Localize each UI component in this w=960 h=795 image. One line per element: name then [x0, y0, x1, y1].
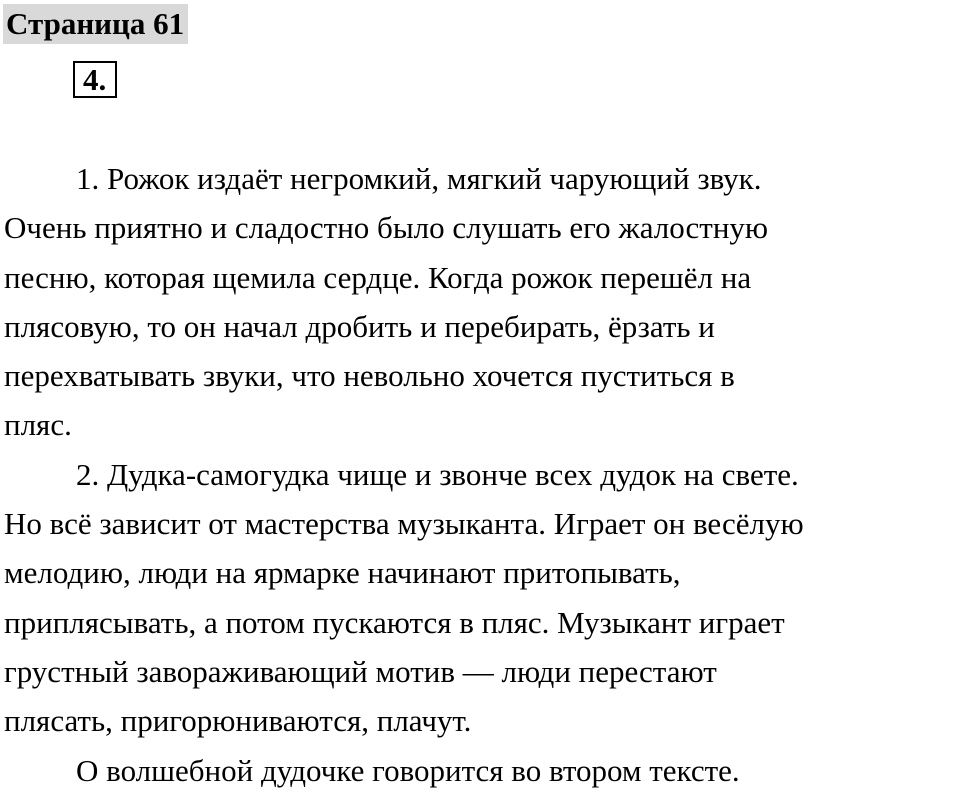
text-line: приплясывать, а потом пускаются в пляс. Музыкант играет [4, 604, 785, 640]
text-line: перехватывать звуки, что невольно хочется пуститься в [4, 358, 735, 394]
text-line: 2. Дудка-самогудка чище и звонче всех дудок на свете. [76, 456, 799, 492]
text-line: песню, которая щемила сердце. Когда рожок перешёл на [4, 259, 752, 295]
text-line: О волшебной дудочке говорится во втором тексте. [76, 752, 740, 788]
page-heading: Страница 61 [3, 4, 188, 44]
text-line: пляс. [4, 407, 72, 443]
text-line: грустный завораживающий мотив — люди перестают [4, 653, 717, 689]
text-line: Но всё зависит от мастерства музыканта. Играет он весёлую [4, 506, 804, 542]
task-number-box: 4. [73, 61, 117, 98]
text-line: мелодию, люди на ярмарке начинают притопывать, [4, 555, 681, 591]
text-line: Очень приятно и сладостно было слушать его жалостную [4, 210, 769, 246]
text-line: плясать, пригорюниваются, плачут. [4, 703, 472, 739]
text-line: 1. Рожок издаёт негромкий, мягкий чарующий звук. [76, 161, 762, 196]
answer-text [4, 154, 956, 795]
text-line: плясовую, то он начал дробить и перебирать, ёрзать и [4, 308, 715, 344]
